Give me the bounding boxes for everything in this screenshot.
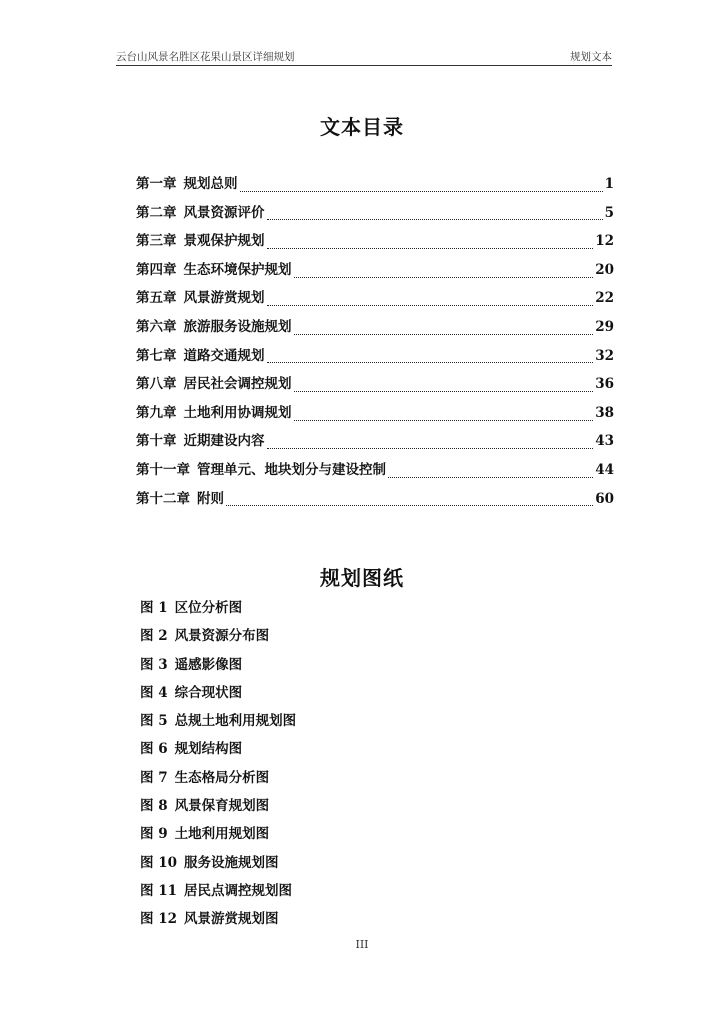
toc-list bbox=[136, 172, 614, 515]
toc-chapter-number: 第九章 bbox=[136, 404, 177, 421]
toc-page-number: 29 bbox=[595, 318, 614, 335]
toc-page-number: 38 bbox=[595, 404, 614, 421]
figure-item bbox=[140, 822, 296, 850]
toc-chapter-number: 第一章 bbox=[136, 176, 177, 192]
toc-entry[interactable] bbox=[136, 229, 614, 258]
toc-leader-dots bbox=[240, 191, 603, 192]
page-header bbox=[116, 51, 612, 66]
figure-name: 规划结构图 bbox=[174, 741, 243, 758]
toc-chapter-title: 风景资源评价 bbox=[183, 204, 265, 221]
toc-chapter-number: 第十二章 bbox=[136, 490, 190, 507]
toc-leader-dots bbox=[267, 362, 594, 363]
toc-entry[interactable] bbox=[136, 429, 614, 458]
toc-leader-dots bbox=[294, 420, 594, 421]
toc-chapter-title: 道路交通规划 bbox=[183, 347, 265, 364]
toc-page-number: 5 bbox=[604, 204, 614, 221]
figure-name: 总规土地利用规划图 bbox=[174, 713, 297, 730]
toc-chapter-number: 第四章 bbox=[136, 261, 177, 278]
toc-entry[interactable] bbox=[136, 372, 614, 401]
toc-leader-dots bbox=[226, 505, 593, 506]
figures-list bbox=[140, 596, 296, 936]
figure-item bbox=[140, 766, 296, 794]
figure-item bbox=[140, 681, 296, 709]
toc-leader-dots bbox=[294, 277, 594, 278]
toc-leader-dots bbox=[294, 334, 594, 335]
toc-leader-dots bbox=[267, 248, 594, 249]
figure-name: 服务设施规划图 bbox=[184, 854, 279, 871]
toc-entry[interactable] bbox=[136, 315, 614, 344]
toc-chapter-title: 旅游服务设施规划 bbox=[183, 318, 292, 335]
figure-name: 风景保育规划图 bbox=[174, 798, 270, 815]
figure-label: 图 11 bbox=[140, 882, 177, 899]
figure-label: 图 12 bbox=[140, 911, 177, 928]
toc-page-number: 60 bbox=[595, 490, 614, 507]
toc-leader-dots bbox=[294, 391, 594, 392]
toc-page-number: 44 bbox=[595, 461, 614, 478]
toc-chapter-title: 规划总则 bbox=[183, 176, 238, 192]
toc-page-number: 32 bbox=[595, 347, 614, 364]
toc-leader-dots bbox=[267, 448, 594, 449]
figure-label: 图 4 bbox=[140, 684, 168, 701]
figure-name: 生态格局分析图 bbox=[174, 769, 270, 786]
toc-chapter-title: 近期建设内容 bbox=[183, 433, 265, 450]
header-document-type: 规划文本 bbox=[570, 51, 612, 63]
toc-chapter-title: 土地利用协调规划 bbox=[183, 404, 292, 421]
toc-chapter-title: 景观保护规划 bbox=[183, 233, 265, 250]
toc-chapter-title: 风景游赏规划 bbox=[183, 290, 265, 307]
figure-item bbox=[140, 737, 296, 765]
header-document-title: 云台山风景名胜区花果山景区详细规划 bbox=[116, 51, 295, 63]
toc-chapter-title: 居民社会调控规划 bbox=[183, 376, 292, 393]
toc-chapter-number: 第八章 bbox=[136, 376, 177, 393]
toc-entry[interactable] bbox=[136, 487, 614, 516]
figure-label: 图 6 bbox=[140, 741, 168, 758]
toc-chapter-title: 生态环境保护规划 bbox=[183, 261, 292, 278]
figure-label: 图 7 bbox=[140, 769, 168, 786]
figure-name: 遥感影像图 bbox=[174, 656, 243, 673]
figure-item bbox=[140, 794, 296, 822]
toc-page-number: 43 bbox=[595, 433, 614, 450]
figure-label: 图 2 bbox=[140, 628, 168, 645]
toc-chapter-title: 附则 bbox=[197, 490, 224, 507]
toc-chapter-number: 第三章 bbox=[136, 233, 177, 250]
figure-item bbox=[140, 596, 296, 624]
toc-leader-dots bbox=[388, 477, 593, 478]
toc-leader-dots bbox=[267, 219, 603, 220]
figure-label: 图 3 bbox=[140, 656, 168, 673]
figure-item bbox=[140, 879, 296, 907]
figure-label: 图 10 bbox=[140, 854, 177, 871]
figure-label: 图 1 bbox=[140, 600, 168, 616]
toc-chapter-number: 第十一章 bbox=[136, 461, 190, 478]
toc-entry[interactable] bbox=[136, 344, 614, 373]
figure-item bbox=[140, 624, 296, 652]
toc-chapter-number: 第五章 bbox=[136, 290, 177, 307]
figures-title: 规划图纸 bbox=[320, 566, 404, 590]
toc-chapter-title: 管理单元、地块划分与建设控制 bbox=[197, 461, 386, 478]
toc-entry[interactable] bbox=[136, 172, 614, 201]
figure-name: 区位分析图 bbox=[174, 600, 243, 616]
toc-title: 文本目录 bbox=[320, 115, 404, 139]
toc-entry[interactable] bbox=[136, 401, 614, 430]
toc-entry[interactable] bbox=[136, 258, 614, 287]
toc-entry[interactable] bbox=[136, 286, 614, 315]
figure-name: 居民点调控规划图 bbox=[184, 882, 292, 899]
figure-name: 风景游赏规划图 bbox=[184, 911, 279, 928]
toc-page-number: 22 bbox=[595, 290, 614, 307]
toc-entry[interactable] bbox=[136, 201, 614, 230]
toc-chapter-number: 第二章 bbox=[136, 204, 177, 221]
figure-label: 图 8 bbox=[140, 798, 168, 815]
figure-item bbox=[140, 907, 296, 935]
figure-label: 图 9 bbox=[140, 826, 168, 843]
toc-page-number: 1 bbox=[604, 176, 614, 192]
figure-name: 土地利用规划图 bbox=[174, 826, 270, 843]
figure-label: 图 5 bbox=[140, 713, 168, 730]
toc-chapter-number: 第六章 bbox=[136, 318, 177, 335]
page-number: III bbox=[355, 938, 369, 951]
figure-item bbox=[140, 709, 296, 737]
toc-page-number: 20 bbox=[595, 261, 614, 278]
figure-name: 风景资源分布图 bbox=[174, 628, 270, 645]
figure-item bbox=[140, 653, 296, 681]
figure-name: 综合现状图 bbox=[174, 684, 243, 701]
toc-page-number: 12 bbox=[595, 233, 614, 250]
toc-chapter-number: 第十章 bbox=[136, 433, 177, 450]
toc-entry[interactable] bbox=[136, 458, 614, 487]
figure-item bbox=[140, 851, 296, 879]
toc-chapter-number: 第七章 bbox=[136, 347, 177, 364]
toc-page-number: 36 bbox=[595, 376, 614, 393]
toc-leader-dots bbox=[267, 305, 594, 306]
